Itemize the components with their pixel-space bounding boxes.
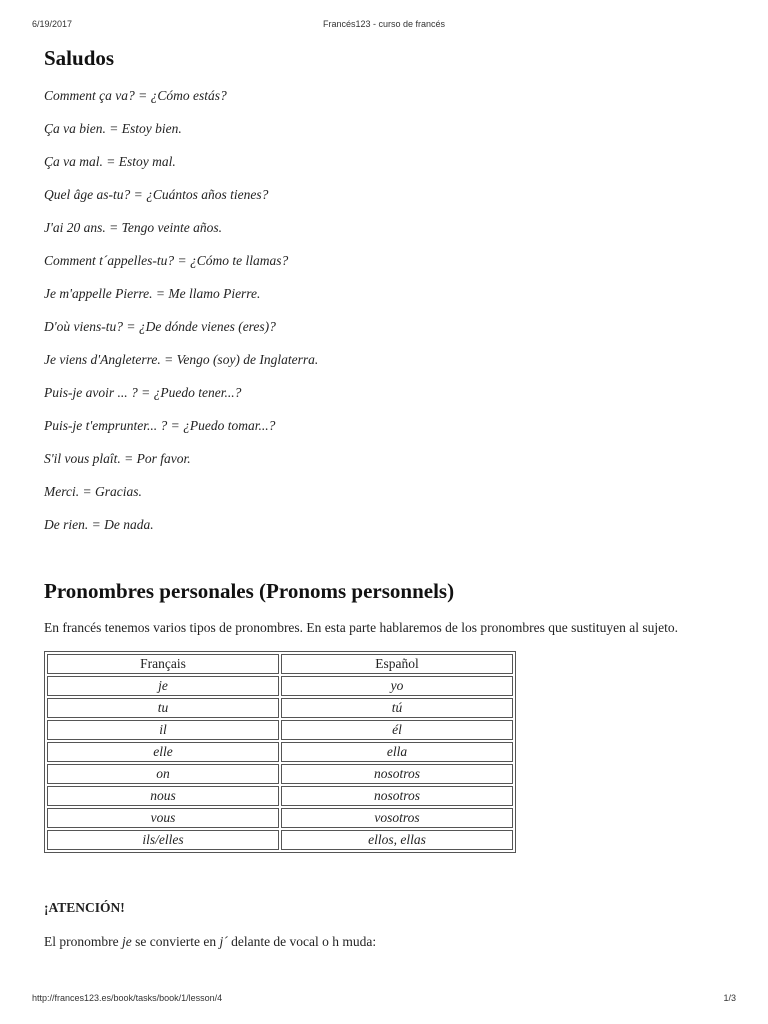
table-row	[47, 676, 513, 696]
phrase-item: S'il vous plaît. = Por favor.	[44, 451, 191, 466]
column-header-francais: Français	[47, 654, 279, 674]
phrase-item: Merci. = Gracias.	[44, 484, 142, 499]
phrase-list	[44, 86, 724, 534]
phrase-item: Quel âge as-tu? = ¿Cuántos años tienes?	[44, 187, 269, 202]
note-text-1: El pronombre	[44, 934, 122, 949]
cell-espanol: nosotros	[281, 764, 513, 784]
atencion-note	[44, 933, 724, 951]
cell-francais: tu	[47, 698, 279, 718]
print-footer	[0, 993, 768, 1005]
column-header-espanol: Español	[281, 654, 513, 674]
phrase-item: Puis-je t'emprunter... ? = ¿Puedo tomar...?	[44, 418, 276, 433]
table-row	[47, 764, 513, 784]
table-row	[47, 786, 513, 806]
cell-espanol: ellos, ellas	[281, 830, 513, 850]
print-page-title: Francés123 - curso de francés	[322, 19, 446, 29]
phrase-item: Ça va mal. = Estoy mal.	[44, 154, 176, 169]
phrase-item: Je viens d'Angleterre. = Vengo (soy) de Inglaterra.	[44, 352, 319, 367]
cell-francais: nous	[47, 786, 279, 806]
phrase-item: D'où viens-tu? = ¿De dónde vienes (eres)?	[44, 319, 276, 334]
cell-francais: on	[47, 764, 279, 784]
cell-francais: ils/elles	[47, 830, 279, 850]
print-header	[0, 19, 768, 31]
phrase-item: J'ai 20 ans. = Tengo veinte años.	[44, 220, 222, 235]
cell-francais: vous	[47, 808, 279, 828]
cell-francais: elle	[47, 742, 279, 762]
print-url: http://frances123.es/book/tasks/book/1/lesson/4	[32, 993, 223, 1003]
cell-espanol: vosotros	[281, 808, 513, 828]
cell-espanol: ella	[281, 742, 513, 762]
pronouns-table	[44, 651, 516, 853]
table-row	[47, 808, 513, 828]
phrase-item: De rien. = De nada.	[44, 517, 154, 532]
cell-espanol: tú	[281, 698, 513, 718]
cell-espanol: él	[281, 720, 513, 740]
print-page-number: 1/3	[723, 993, 736, 1003]
phrase-item: Ça va bien. = Estoy bien.	[44, 121, 182, 136]
page-content	[44, 44, 724, 951]
saludos-heading: Saludos	[44, 46, 115, 70]
cell-francais: je	[47, 676, 279, 696]
note-text-3: delante de vocal o h muda:	[227, 934, 377, 949]
phrase-item: Je m'appelle Pierre. = Me llamo Pierre.	[44, 286, 261, 301]
table-row	[47, 742, 513, 762]
table-header-row	[47, 654, 513, 674]
table-row	[47, 698, 513, 718]
table-row	[47, 830, 513, 850]
table-body	[47, 676, 513, 850]
pronombres-intro: En francés tenemos varios tipos de pronombres. En esta parte hablaremos de los pronombres que sustituyen al sujeto.	[44, 620, 678, 635]
phrase-item: Puis-je avoir ... ? = ¿Puedo tener...?	[44, 385, 242, 400]
note-je: je	[121, 934, 132, 949]
table-row	[47, 720, 513, 740]
print-date: 6/19/2017	[32, 19, 73, 29]
cell-espanol: nosotros	[281, 786, 513, 806]
pronombres-heading: Pronombres personales (Pronoms personnels)	[44, 579, 455, 603]
phrase-item: Comment t´appelles-tu? = ¿Cómo te llamas?	[44, 253, 289, 268]
note-j: j´	[219, 934, 228, 949]
note-text-2: se convierte en	[131, 934, 220, 949]
cell-espanol: yo	[281, 676, 513, 696]
cell-francais: il	[47, 720, 279, 740]
atencion-heading: ¡ATENCIÓN!	[44, 900, 125, 915]
phrase-item: Comment ça va? = ¿Cómo estás?	[44, 88, 227, 103]
